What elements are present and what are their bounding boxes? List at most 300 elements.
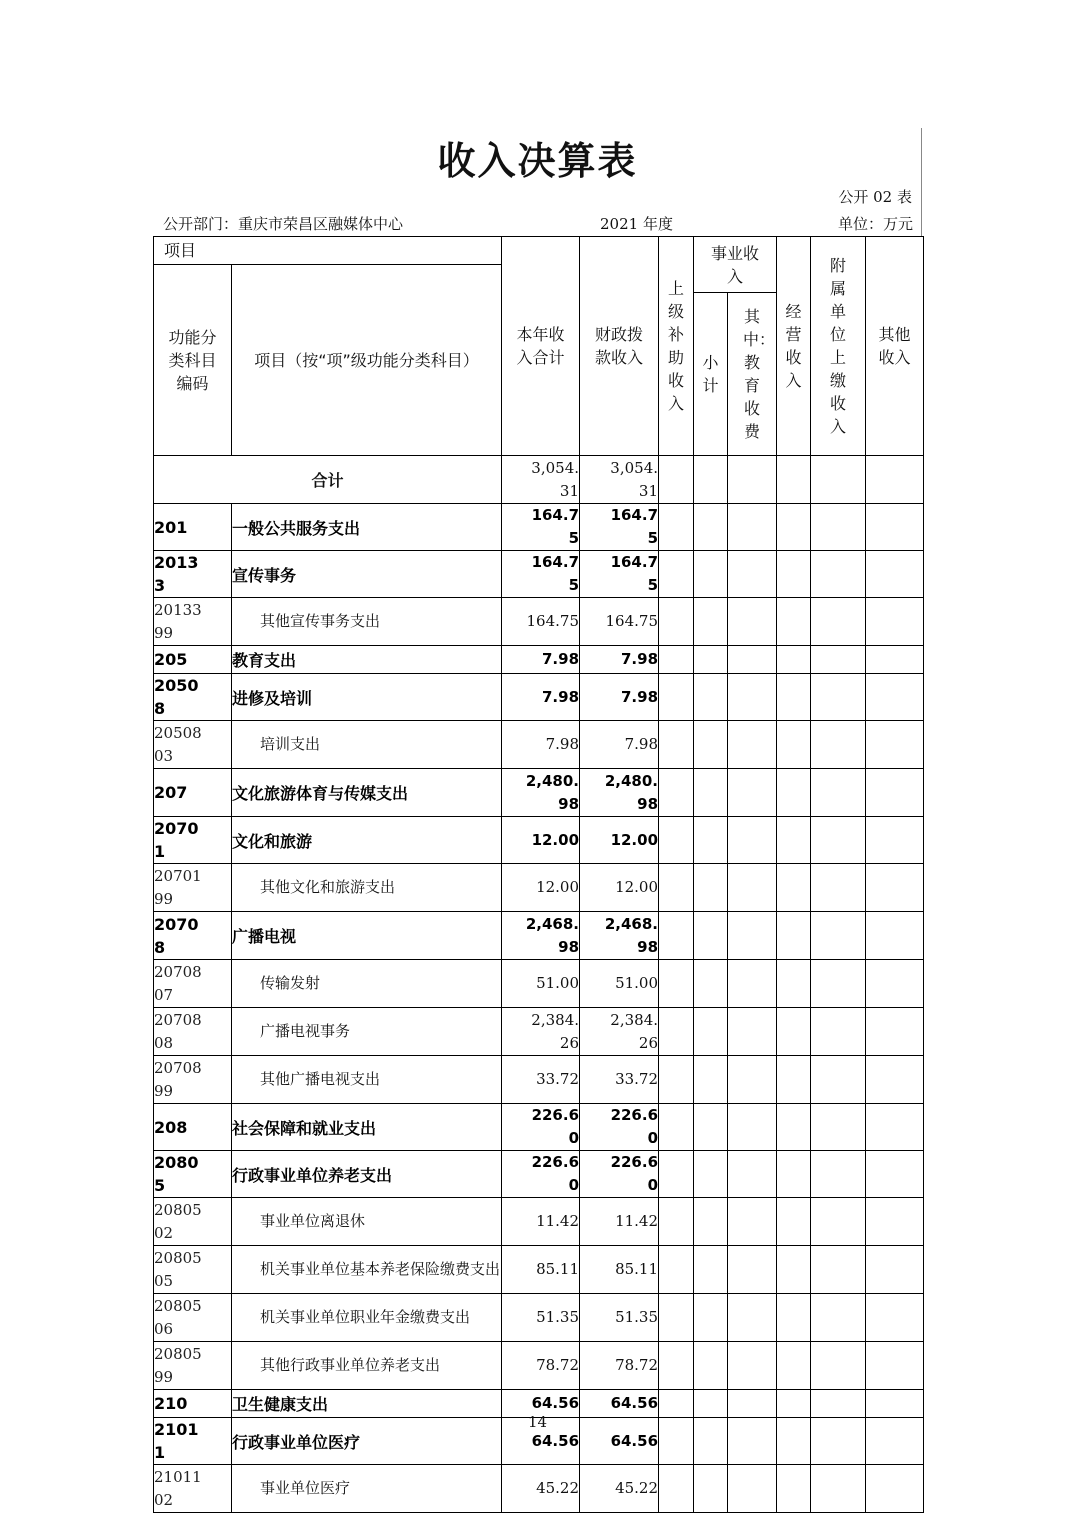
header-business xyxy=(694,237,777,293)
empty-cell xyxy=(728,960,777,1008)
table-row xyxy=(154,674,924,721)
row-code: 20133 xyxy=(154,553,199,595)
empty-cell xyxy=(694,960,728,1008)
empty-cell xyxy=(728,551,777,598)
row-fiscal-cell xyxy=(580,646,659,674)
header-code xyxy=(154,265,232,456)
total-amount-text: 3,054.31 xyxy=(531,458,580,500)
empty-cell xyxy=(866,1294,924,1342)
row-total: 45.22 xyxy=(536,1479,580,1497)
row-name: 教育支出 xyxy=(232,651,297,670)
empty-cell xyxy=(728,598,777,646)
row-name-cell xyxy=(232,1008,502,1056)
empty-cell xyxy=(728,1342,777,1390)
empty-cell xyxy=(659,1294,694,1342)
row-code-cell xyxy=(154,504,232,551)
empty-cell xyxy=(728,1056,777,1104)
row-fiscal: 7.98 xyxy=(621,650,659,668)
row-name: 机关事业单位基本养老保险缴费支出 xyxy=(260,1260,501,1278)
empty-cell xyxy=(659,1056,694,1104)
row-name: 社会保障和就业支出 xyxy=(232,1118,377,1138)
table-row xyxy=(154,864,924,912)
empty-cell xyxy=(694,769,728,817)
row-fiscal-cell xyxy=(580,674,659,721)
empty-cell xyxy=(777,1246,811,1294)
page-title: 收入决算表 xyxy=(437,139,638,183)
empty-cell xyxy=(811,1246,866,1294)
empty-cell xyxy=(777,960,811,1008)
empty-cell xyxy=(866,674,924,721)
row-fiscal: 11.42 xyxy=(615,1212,659,1230)
empty-cell xyxy=(694,1465,728,1513)
row-name: 传输发射 xyxy=(260,974,321,992)
empty-cell xyxy=(728,456,777,504)
empty-cell xyxy=(694,1056,728,1104)
row-fiscal-cell xyxy=(580,912,659,960)
row-code: 20701 xyxy=(154,819,199,861)
row-total-cell xyxy=(502,912,580,960)
empty-cell xyxy=(659,598,694,646)
row-fiscal-cell xyxy=(580,1246,659,1294)
row-fiscal-cell xyxy=(580,1465,659,1513)
empty-cell xyxy=(777,1104,811,1151)
empty-cell xyxy=(694,1008,728,1056)
header-business-text: 事业收入 xyxy=(711,243,760,286)
row-total: 12.00 xyxy=(531,830,580,849)
empty-cell xyxy=(659,674,694,721)
row-total: 51.35 xyxy=(536,1308,580,1326)
row-code-cell xyxy=(154,817,232,864)
empty-cell xyxy=(811,817,866,864)
header-other xyxy=(866,237,924,456)
row-fiscal: 64.56 xyxy=(610,1431,659,1450)
empty-cell xyxy=(866,551,924,598)
row-total-cell xyxy=(502,1056,580,1104)
empty-cell xyxy=(777,769,811,817)
row-name: 其他宣传事务支出 xyxy=(260,612,381,630)
row-code-cell xyxy=(154,1198,232,1246)
table-row xyxy=(154,817,924,864)
row-total-cell xyxy=(502,646,580,674)
row-total-cell xyxy=(502,1008,580,1056)
row-fiscal: 51.35 xyxy=(615,1308,659,1326)
empty-cell xyxy=(777,674,811,721)
row-name: 宣传事务 xyxy=(232,565,297,585)
row-total-cell xyxy=(502,1151,580,1198)
row-name: 广播电视事务 xyxy=(260,1022,351,1040)
empty-cell xyxy=(866,456,924,504)
row-fiscal-cell xyxy=(580,1198,659,1246)
table-row xyxy=(154,1465,924,1513)
row-total: 7.98 xyxy=(545,735,580,753)
fiscal-year: 2021 年度 xyxy=(600,215,673,233)
row-name-cell xyxy=(232,1056,502,1104)
unit-label: 单位：万元 xyxy=(837,215,913,233)
row-fiscal-cell xyxy=(580,1342,659,1390)
table-row xyxy=(154,504,924,551)
row-total: 64.56 xyxy=(531,1394,580,1412)
row-fiscal-cell xyxy=(580,1151,659,1198)
empty-cell xyxy=(694,1104,728,1151)
empty-cell xyxy=(777,646,811,674)
total-label: 合计 xyxy=(154,456,502,504)
header-project: 项目 xyxy=(154,237,502,265)
table-row xyxy=(154,1246,924,1294)
row-fiscal: 12.00 xyxy=(615,878,659,896)
row-name-cell xyxy=(232,721,502,769)
row-fiscal-cell xyxy=(580,504,659,551)
row-code: 2070807 xyxy=(154,962,202,1004)
row-code: 2080506 xyxy=(154,1296,202,1338)
empty-cell xyxy=(866,817,924,864)
table-row xyxy=(154,1151,924,1198)
row-total: 164.75 xyxy=(531,553,580,594)
empty-cell xyxy=(777,1342,811,1390)
row-code-cell xyxy=(154,1294,232,1342)
row-code: 20708 xyxy=(154,914,199,957)
row-code: 2070199 xyxy=(154,866,202,908)
empty-cell xyxy=(777,504,811,551)
row-fiscal: 64.56 xyxy=(610,1394,659,1412)
empty-cell xyxy=(694,646,728,674)
header-name xyxy=(232,265,502,456)
empty-cell xyxy=(694,864,728,912)
row-total: 2,480.98 xyxy=(525,771,580,813)
header-subtotal xyxy=(694,293,728,456)
row-fiscal: 226.60 xyxy=(610,1153,659,1194)
empty-cell xyxy=(866,1104,924,1151)
empty-cell xyxy=(777,1294,811,1342)
empty-cell xyxy=(777,1056,811,1104)
row-name: 一般公共服务支出 xyxy=(232,518,361,538)
row-fiscal-cell xyxy=(580,1294,659,1342)
empty-cell xyxy=(811,1198,866,1246)
empty-cell xyxy=(811,864,866,912)
row-code: 205 xyxy=(154,650,188,669)
row-name-cell xyxy=(232,1246,502,1294)
empty-cell xyxy=(777,721,811,769)
row-total-cell xyxy=(502,960,580,1008)
table-row xyxy=(154,1056,924,1104)
table-row xyxy=(154,1104,924,1151)
empty-cell xyxy=(694,1246,728,1294)
empty-cell xyxy=(659,1008,694,1056)
row-code: 2070808 xyxy=(154,1010,202,1052)
row-fiscal: 12.00 xyxy=(610,830,659,849)
header-code-text: 功能分类科目编码 xyxy=(168,327,217,393)
row-code: 2080502 xyxy=(154,1200,202,1242)
empty-cell xyxy=(811,1008,866,1056)
empty-cell xyxy=(866,769,924,817)
row-name-cell xyxy=(232,1465,502,1513)
row-total-cell xyxy=(502,864,580,912)
row-fiscal: 2,480.98 xyxy=(604,771,659,813)
row-fiscal: 7.98 xyxy=(621,687,659,706)
header-operating xyxy=(777,237,811,456)
row-total: 11.42 xyxy=(536,1212,580,1230)
row-code: 2101102 xyxy=(154,1467,202,1509)
row-total-cell xyxy=(502,598,580,646)
row-fiscal: 78.72 xyxy=(615,1356,659,1374)
row-name: 培训支出 xyxy=(260,735,321,753)
row-name-cell xyxy=(232,769,502,817)
row-name: 卫生健康支出 xyxy=(232,1395,329,1414)
row-name: 事业单位医疗 xyxy=(260,1479,351,1497)
header-edu-text: 其中：教育收费 xyxy=(743,307,776,441)
empty-cell xyxy=(777,1465,811,1513)
empty-cell xyxy=(728,646,777,674)
empty-cell xyxy=(811,1151,866,1198)
empty-cell xyxy=(811,1056,866,1104)
empty-cell xyxy=(659,1246,694,1294)
row-total: 164.75 xyxy=(531,506,580,547)
row-total: 78.72 xyxy=(536,1356,580,1374)
row-name: 行政事业单位医疗 xyxy=(232,1432,361,1452)
empty-cell xyxy=(728,1151,777,1198)
empty-cell xyxy=(811,646,866,674)
row-fiscal: 164.75 xyxy=(605,612,659,630)
row-name-cell xyxy=(232,1342,502,1390)
row-code-cell xyxy=(154,1465,232,1513)
empty-cell xyxy=(728,504,777,551)
department-label: 公开部门：重庆市荣昌区融媒体中心 xyxy=(163,215,404,233)
empty-cell xyxy=(694,456,728,504)
row-code-cell xyxy=(154,674,232,721)
row-total-cell xyxy=(502,1246,580,1294)
empty-cell xyxy=(728,1465,777,1513)
row-code-cell xyxy=(154,1151,232,1198)
empty-cell xyxy=(659,721,694,769)
empty-cell xyxy=(659,1198,694,1246)
row-code-cell xyxy=(154,1342,232,1390)
empty-cell xyxy=(659,456,694,504)
empty-cell xyxy=(866,1246,924,1294)
empty-cell xyxy=(694,674,728,721)
row-code-cell xyxy=(154,864,232,912)
empty-cell xyxy=(811,456,866,504)
row-code: 21011 xyxy=(154,1420,199,1462)
empty-cell xyxy=(866,864,924,912)
empty-cell xyxy=(811,504,866,551)
income-table xyxy=(153,236,924,1513)
empty-cell xyxy=(777,864,811,912)
empty-cell xyxy=(728,864,777,912)
row-fiscal-cell xyxy=(580,769,659,817)
row-name-cell xyxy=(232,551,502,598)
empty-cell xyxy=(659,1465,694,1513)
row-total-cell xyxy=(502,769,580,817)
empty-cell xyxy=(728,817,777,864)
empty-cell xyxy=(659,1104,694,1151)
header-edu xyxy=(728,293,777,456)
row-fiscal-cell xyxy=(580,1008,659,1056)
row-total-cell xyxy=(502,1104,580,1151)
empty-cell xyxy=(659,551,694,598)
empty-cell xyxy=(659,504,694,551)
empty-cell xyxy=(659,817,694,864)
header-superior xyxy=(659,237,694,456)
table-row xyxy=(154,912,924,960)
empty-cell xyxy=(866,960,924,1008)
row-total-cell xyxy=(502,674,580,721)
row-total: 64.56 xyxy=(531,1431,580,1450)
row-total: 7.98 xyxy=(542,687,580,706)
empty-cell xyxy=(694,1151,728,1198)
row-total-cell xyxy=(502,1198,580,1246)
empty-cell xyxy=(811,1342,866,1390)
total-row xyxy=(154,456,924,504)
row-name: 进修及培训 xyxy=(232,688,313,708)
empty-cell xyxy=(728,1198,777,1246)
row-code: 2070899 xyxy=(154,1058,202,1100)
row-fiscal-cell xyxy=(580,551,659,598)
table-row xyxy=(154,1198,924,1246)
empty-cell xyxy=(694,1294,728,1342)
row-total: 12.00 xyxy=(536,878,580,896)
empty-cell xyxy=(728,769,777,817)
table-row xyxy=(154,960,924,1008)
table-row xyxy=(154,1342,924,1390)
empty-cell xyxy=(694,1342,728,1390)
row-fiscal-cell xyxy=(580,817,659,864)
empty-cell xyxy=(694,721,728,769)
row-name-cell xyxy=(232,1198,502,1246)
row-fiscal-cell xyxy=(580,1056,659,1104)
empty-cell xyxy=(659,912,694,960)
table-row xyxy=(154,598,924,646)
table-row xyxy=(154,646,924,674)
header-affiliated xyxy=(811,237,866,456)
empty-cell xyxy=(777,912,811,960)
row-fiscal: 33.72 xyxy=(615,1070,659,1088)
row-total-cell xyxy=(502,817,580,864)
row-name-cell xyxy=(232,817,502,864)
header-total xyxy=(502,237,580,456)
empty-cell xyxy=(694,598,728,646)
empty-cell xyxy=(866,1008,924,1056)
empty-cell xyxy=(866,646,924,674)
empty-cell xyxy=(777,456,811,504)
empty-cell xyxy=(728,1008,777,1056)
row-name-cell xyxy=(232,504,502,551)
row-name-cell xyxy=(232,960,502,1008)
row-fiscal: 226.60 xyxy=(610,1106,659,1147)
empty-cell xyxy=(777,1008,811,1056)
empty-cell xyxy=(777,1198,811,1246)
row-total: 2,468.98 xyxy=(525,914,580,956)
empty-cell xyxy=(659,864,694,912)
empty-cell xyxy=(694,551,728,598)
empty-cell xyxy=(777,551,811,598)
empty-cell xyxy=(728,1104,777,1151)
row-fiscal-cell xyxy=(580,1104,659,1151)
empty-cell xyxy=(866,721,924,769)
header-subtotal-text: 小计 xyxy=(702,353,719,395)
row-code-cell xyxy=(154,769,232,817)
row-code: 2080599 xyxy=(154,1344,202,1386)
row-code: 208 xyxy=(154,1117,188,1137)
row-fiscal: 45.22 xyxy=(615,1479,659,1497)
row-total: 7.98 xyxy=(542,650,580,668)
row-fiscal: 85.11 xyxy=(615,1260,659,1278)
header-superior-text: 上级补助收入 xyxy=(668,279,685,413)
total-amount xyxy=(502,456,580,504)
row-total-cell xyxy=(502,551,580,598)
row-code-cell xyxy=(154,960,232,1008)
row-code-cell xyxy=(154,646,232,674)
empty-cell xyxy=(811,551,866,598)
empty-cell xyxy=(866,1056,924,1104)
header-total-text: 本年收入合计 xyxy=(516,325,565,367)
row-total: 33.72 xyxy=(536,1070,580,1088)
row-name-cell xyxy=(232,646,502,674)
empty-cell xyxy=(866,598,924,646)
empty-cell xyxy=(811,1104,866,1151)
empty-cell xyxy=(777,598,811,646)
row-total: 164.75 xyxy=(526,612,580,630)
table-row xyxy=(154,769,924,817)
empty-cell xyxy=(777,817,811,864)
row-code-cell xyxy=(154,1008,232,1056)
row-name: 文化旅游体育与传媒支出 xyxy=(232,784,409,803)
page-number: 14 xyxy=(527,1413,548,1431)
row-fiscal: 51.00 xyxy=(615,974,659,992)
header-other-text: 其他收入 xyxy=(878,325,911,367)
empty-cell xyxy=(659,769,694,817)
row-code-cell xyxy=(154,1246,232,1294)
row-name-cell xyxy=(232,912,502,960)
row-total-cell xyxy=(502,721,580,769)
table-row xyxy=(154,1008,924,1056)
row-fiscal-cell xyxy=(580,598,659,646)
row-name: 其他广播电视支出 xyxy=(260,1070,381,1088)
empty-cell xyxy=(728,1294,777,1342)
empty-cell xyxy=(728,721,777,769)
empty-cell xyxy=(659,646,694,674)
empty-cell xyxy=(728,674,777,721)
row-name: 其他文化和旅游支出 xyxy=(260,878,396,896)
table-row xyxy=(154,551,924,598)
row-code-cell xyxy=(154,598,232,646)
row-fiscal: 164.75 xyxy=(610,553,659,594)
empty-cell xyxy=(811,721,866,769)
row-name-cell xyxy=(232,674,502,721)
row-total: 226.60 xyxy=(531,1153,580,1194)
row-fiscal: 2,384.26 xyxy=(610,1010,659,1052)
row-code-cell xyxy=(154,1056,232,1104)
row-total: 85.11 xyxy=(536,1260,580,1278)
row-name-cell xyxy=(232,1104,502,1151)
row-code: 207 xyxy=(154,783,188,802)
empty-cell xyxy=(659,1151,694,1198)
row-total-cell xyxy=(502,504,580,551)
row-fiscal-cell xyxy=(580,960,659,1008)
row-fiscal-cell xyxy=(580,721,659,769)
row-name-cell xyxy=(232,1294,502,1342)
row-fiscal: 2,468.98 xyxy=(604,914,659,956)
row-code: 210 xyxy=(154,1394,188,1413)
row-name: 行政事业单位养老支出 xyxy=(232,1165,393,1185)
header-affiliated-text: 附属单位上缴收入 xyxy=(830,256,847,436)
empty-cell xyxy=(694,817,728,864)
row-total-cell xyxy=(502,1342,580,1390)
total-fiscal xyxy=(580,456,659,504)
header-operating-text: 经营收入 xyxy=(785,302,802,390)
empty-cell xyxy=(728,1246,777,1294)
row-total: 2,384.26 xyxy=(531,1010,580,1052)
row-name: 文化和旅游 xyxy=(232,831,313,851)
row-total: 51.00 xyxy=(536,974,580,992)
